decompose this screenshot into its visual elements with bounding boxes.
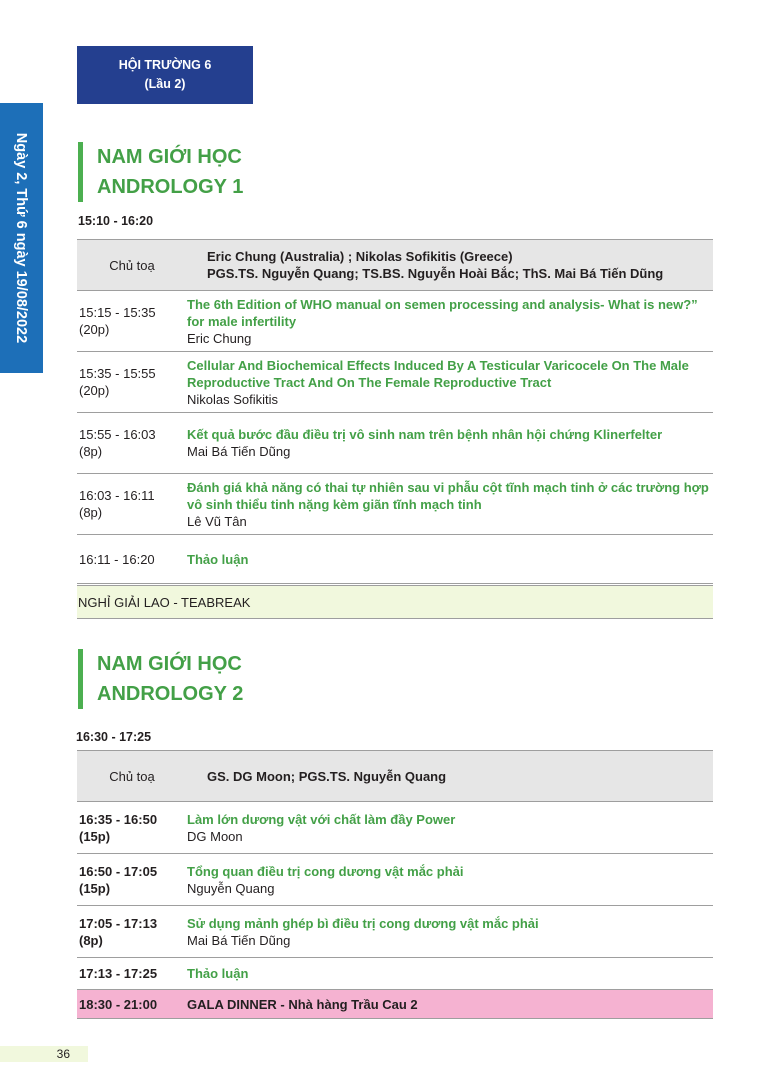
row-content bbox=[187, 352, 713, 413]
session1-chair-row bbox=[77, 240, 713, 291]
day-side-tab-text: Ngày 2, Thứ 6 ngày 19/08/2022 bbox=[13, 132, 29, 344]
row-time-range: 15:35 - 15:55 bbox=[79, 366, 156, 381]
table-row bbox=[77, 352, 713, 413]
talk-title: The 6th Edition of WHO manual on semen processing and analysis- What is new?” for male infertility bbox=[187, 296, 698, 329]
session1-table bbox=[77, 239, 713, 584]
table-row bbox=[77, 474, 713, 535]
row-content bbox=[187, 854, 713, 906]
talk-speaker: Eric Chung bbox=[187, 330, 252, 346]
row-time bbox=[77, 802, 187, 854]
row-time bbox=[77, 291, 187, 352]
discussion-time: 17:13 - 17:25 bbox=[77, 958, 187, 990]
row-time-range: 15:15 - 15:35 bbox=[79, 305, 156, 320]
talk-title: Đánh giá khả năng có thai tự nhiên sau vi phẫu cột tĩnh mạch tinh ở các trường hợp vô sinh thiểu tinh nặng kèm giãn tĩnh mạch tinh bbox=[187, 479, 709, 512]
row-content bbox=[187, 906, 713, 958]
teabreak-row: NGHỈ GIẢI LAO - TEABREAK bbox=[77, 585, 713, 619]
talk-speaker: Nikolas Sofikitis bbox=[187, 391, 279, 407]
talk-title: Cellular And Biochemical Effects Induced By A Testicular Varicocele On The Male Reproductive Tract And On The Female Reproductive Tract bbox=[187, 357, 689, 390]
talk-speaker: Mai Bá Tiến Dũng bbox=[187, 444, 291, 459]
row-time-range: 17:05 - 17:13 bbox=[79, 915, 158, 931]
chair-line-2: PGS.TS. Nguyễn Quang; TS.BS. Nguyễn Hoài Bắc; ThS. Mai Bá Tiến Dũng bbox=[207, 266, 664, 281]
row-time bbox=[77, 413, 187, 474]
row-duration: (8p) bbox=[79, 444, 103, 459]
table-row bbox=[77, 802, 713, 854]
gala-row bbox=[77, 990, 713, 1019]
session2-title-vi: NAM GIỚI HỌC bbox=[97, 653, 242, 675]
talk-speaker: Lê Vũ Tân bbox=[187, 513, 247, 529]
table-row bbox=[77, 413, 713, 474]
discussion-label: Thảo luận bbox=[187, 535, 713, 584]
table-row bbox=[77, 854, 713, 906]
discussion-label: Thảo luận bbox=[187, 958, 713, 990]
chair-names bbox=[187, 240, 713, 291]
gala-label: GALA DINNER - Nhà hàng Trầu Cau 2 bbox=[187, 990, 713, 1019]
session1-title-en: ANDROLOGY 1 bbox=[97, 176, 244, 198]
session2-chair-row bbox=[77, 751, 713, 802]
row-duration: (8p) bbox=[79, 932, 103, 948]
talk-title: Sử dụng mảnh ghép bì điều trị cong dương vật mắc phải bbox=[187, 915, 539, 931]
discussion-row bbox=[77, 535, 713, 584]
chair-names: GS. DG Moon; PGS.TS. Nguyễn Quang bbox=[187, 751, 713, 802]
session2-table bbox=[77, 750, 713, 1019]
session2-time: 16:30 - 17:25 bbox=[76, 730, 152, 744]
chair-line-1: Eric Chung (Australia) ; Nikolas Sofikitis (Greece) bbox=[207, 249, 513, 264]
session1-title bbox=[78, 142, 243, 202]
row-time bbox=[77, 906, 187, 958]
row-time-range: 16:50 - 17:05 bbox=[79, 863, 158, 879]
row-content bbox=[187, 413, 713, 474]
session1-title-vi: NAM GIỚI HỌC bbox=[97, 146, 242, 168]
row-duration: (8p) bbox=[79, 505, 103, 520]
row-time-range: 15:55 - 16:03 bbox=[79, 427, 156, 442]
hall-floor: (Lầu 2) bbox=[144, 77, 186, 91]
discussion-time: 16:11 - 16:20 bbox=[77, 535, 187, 584]
page-number: 36 bbox=[0, 1046, 88, 1062]
row-time bbox=[77, 854, 187, 906]
table-row bbox=[77, 291, 713, 352]
session2-title bbox=[78, 649, 243, 709]
row-duration: (15p) bbox=[79, 880, 111, 896]
talk-title: Tổng quan điều trị cong dương vật mắc phải bbox=[187, 863, 464, 879]
hall-label bbox=[77, 46, 253, 104]
row-content bbox=[187, 474, 713, 535]
row-time bbox=[77, 352, 187, 413]
row-duration: (15p) bbox=[79, 828, 111, 844]
gala-time: 18:30 - 21:00 bbox=[77, 990, 187, 1019]
talk-speaker: Nguyễn Quang bbox=[187, 880, 275, 896]
talk-title: Kết quả bước đầu điều trị vô sinh nam trên bệnh nhân hội chứng Klinerfelter bbox=[187, 427, 663, 442]
hall-name: HỘI TRƯỜNG 6 bbox=[118, 58, 212, 72]
row-time bbox=[77, 474, 187, 535]
discussion-row bbox=[77, 958, 713, 990]
session2-title-en: ANDROLOGY 2 bbox=[97, 683, 244, 705]
row-time-range: 16:35 - 16:50 bbox=[79, 811, 158, 827]
talk-speaker: Mai Bá Tiến Dũng bbox=[187, 932, 291, 948]
row-time-range: 16:03 - 16:11 bbox=[79, 488, 155, 503]
talk-speaker: DG Moon bbox=[187, 828, 243, 844]
row-content bbox=[187, 291, 713, 352]
talk-title: Làm lớn dương vật với chất làm đầy Power bbox=[187, 811, 456, 827]
table-row bbox=[77, 906, 713, 958]
chair-label: Chủ toạ bbox=[77, 240, 187, 291]
row-content bbox=[187, 802, 713, 854]
row-duration: (20p) bbox=[79, 383, 110, 398]
chair-label: Chủ toạ bbox=[77, 751, 187, 802]
day-side-tab bbox=[0, 103, 43, 373]
session1-time: 15:10 - 16:20 bbox=[78, 214, 154, 228]
row-duration: (20p) bbox=[79, 322, 110, 337]
